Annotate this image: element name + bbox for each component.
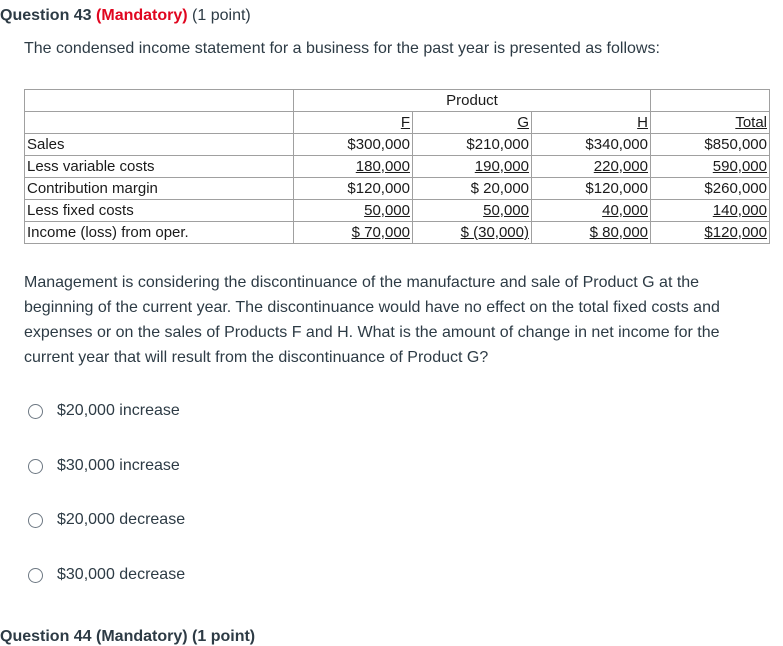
table-cell: 190,000 bbox=[474, 158, 529, 175]
table-cell: $ 70,000 bbox=[351, 224, 410, 241]
table-row bbox=[25, 178, 770, 200]
table-corner-cell bbox=[25, 90, 294, 112]
table-empty-cell bbox=[651, 90, 770, 112]
answer-option-4[interactable] bbox=[28, 563, 185, 587]
table-cell: 40,000 bbox=[602, 202, 648, 219]
column-header-total: Total bbox=[735, 114, 767, 131]
table-empty-cell bbox=[25, 112, 294, 134]
table-cell: 220,000 bbox=[593, 158, 648, 175]
table-row bbox=[25, 200, 770, 222]
table-cell: 50,000 bbox=[483, 202, 529, 219]
row-label: Less fixed costs bbox=[25, 200, 294, 222]
table-cell: $ 20,000 bbox=[413, 178, 532, 200]
radio-button[interactable] bbox=[28, 513, 43, 528]
question-title: Question 43 bbox=[0, 7, 92, 24]
table-cell: 50,000 bbox=[364, 202, 410, 219]
answer-option-3[interactable] bbox=[28, 508, 185, 532]
option-label[interactable]: $30,000 decrease bbox=[57, 566, 186, 583]
table-cell: 140,000 bbox=[712, 202, 767, 219]
next-question-header: Question 44 (Mandatory) (1 point) bbox=[0, 628, 256, 645]
mandatory-label: (Mandatory) bbox=[96, 7, 188, 24]
table-cell: $120,000 bbox=[532, 178, 651, 200]
radio-button[interactable] bbox=[28, 459, 43, 474]
table-header-row bbox=[25, 90, 770, 112]
column-header-g: G bbox=[517, 114, 529, 131]
table-row bbox=[25, 134, 770, 156]
table-cell: $340,000 bbox=[532, 134, 651, 156]
option-label[interactable]: $20,000 increase bbox=[57, 402, 180, 419]
table-cell: $120,000 bbox=[294, 178, 413, 200]
question-body: Management is considering the discontinuance of the manufacture and sale of Product G at the beginning of the current year. The discontinuance would have no effect on the total fixed costs and expenses or on the sales of Products F and H. What is the amount of change in net income for the current year that will result from the discontinuance of Product G? bbox=[24, 274, 720, 366]
answer-option-1[interactable] bbox=[28, 399, 180, 423]
row-label: Income (loss) from oper. bbox=[25, 222, 294, 244]
table-cell: 180,000 bbox=[355, 158, 410, 175]
table-cell: $210,000 bbox=[413, 134, 532, 156]
column-header-h: H bbox=[637, 114, 648, 131]
table-cell: $260,000 bbox=[651, 178, 770, 200]
table-cell: $ (30,000) bbox=[460, 224, 529, 241]
income-statement-table bbox=[24, 89, 770, 244]
table-column-row bbox=[25, 112, 770, 134]
row-label: Sales bbox=[25, 134, 294, 156]
column-header-f: F bbox=[400, 114, 410, 131]
product-group-header: Product bbox=[294, 90, 651, 112]
table-cell: $300,000 bbox=[294, 134, 413, 156]
option-label[interactable]: $30,000 increase bbox=[57, 457, 180, 474]
table-cell: 590,000 bbox=[712, 158, 767, 175]
option-label[interactable]: $20,000 decrease bbox=[57, 511, 186, 528]
table-cell: $ 80,000 bbox=[589, 224, 648, 241]
answer-option-2[interactable] bbox=[28, 454, 180, 478]
table-row bbox=[25, 222, 770, 244]
question-intro: The condensed income statement for a business for the past year is presented as follows: bbox=[24, 40, 660, 57]
row-label: Contribution margin bbox=[25, 178, 294, 200]
table-row bbox=[25, 156, 770, 178]
points-label: (1 point) bbox=[192, 7, 251, 24]
radio-button[interactable] bbox=[28, 568, 43, 583]
question-header bbox=[0, 0, 783, 32]
table-cell: $850,000 bbox=[651, 134, 770, 156]
table-cell: $120,000 bbox=[704, 224, 767, 241]
row-label: Less variable costs bbox=[25, 156, 294, 178]
radio-button[interactable] bbox=[28, 404, 43, 419]
